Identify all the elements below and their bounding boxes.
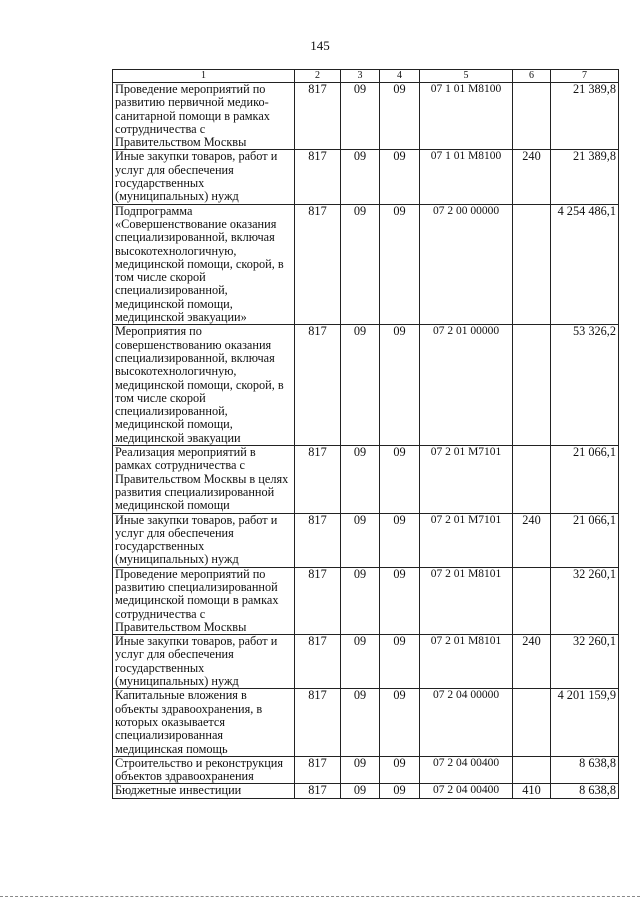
cell-name: Капитальные вложения в объекты здравоохранения, в которых оказывается специализированная медицинская помощь (113, 689, 295, 756)
table-row (113, 513, 619, 567)
table-row (113, 567, 619, 634)
table-header-row (113, 70, 619, 83)
cell-ministry-code: 817 (295, 204, 341, 325)
cell-subsection: 09 (380, 325, 420, 446)
cell-ministry-code: 817 (295, 635, 341, 689)
table-row (113, 689, 619, 756)
cell-name: Бюджетные инвестиции (113, 784, 295, 798)
cell-target-article: 07 2 01 00000 (420, 325, 513, 446)
table-row (113, 325, 619, 446)
cell-name: Реализация мероприятий в рамках сотрудничества с Правительством Москвы в целях развития специализированной медицинской помощи (113, 446, 295, 513)
cell-section: 09 (341, 689, 380, 756)
cell-ministry-code: 817 (295, 150, 341, 204)
cell-amount: 53 326,2 (551, 325, 619, 446)
cell-target-article: 07 2 00 00000 (420, 204, 513, 325)
cell-target-article: 07 2 01 M8101 (420, 567, 513, 634)
cell-amount: 32 260,1 (551, 567, 619, 634)
cell-ministry-code: 817 (295, 325, 341, 446)
cell-subsection: 09 (380, 689, 420, 756)
cell-ministry-code: 817 (295, 689, 341, 756)
cell-amount: 21 066,1 (551, 513, 619, 567)
cell-target-article: 07 2 04 00400 (420, 756, 513, 784)
cell-section: 09 (341, 784, 380, 798)
cell-target-article: 07 1 01 M8100 (420, 150, 513, 204)
cell-target-article: 07 1 01 M8100 (420, 83, 513, 150)
cell-amount: 4 201 159,9 (551, 689, 619, 756)
cell-section: 09 (341, 756, 380, 784)
cell-target-article: 07 2 04 00000 (420, 689, 513, 756)
cell-subsection: 09 (380, 567, 420, 634)
cell-ministry-code: 817 (295, 83, 341, 150)
cell-name: Иные закупки товаров, работ и услуг для обеспечения государственных (муниципальных) нужд (113, 635, 295, 689)
cell-amount: 8 638,8 (551, 784, 619, 798)
cell-expense-type (513, 756, 551, 784)
table-row (113, 756, 619, 784)
column-header-7: 7 (551, 70, 619, 83)
cell-expense-type (513, 567, 551, 634)
cell-subsection: 09 (380, 204, 420, 325)
budget-table (112, 69, 619, 799)
cell-name: Строительство и реконструкция объектов здравоохранения (113, 756, 295, 784)
cell-subsection: 09 (380, 83, 420, 150)
cell-name: Иные закупки товаров, работ и услуг для обеспечения государственных (муниципальных) нужд (113, 150, 295, 204)
cell-subsection: 09 (380, 784, 420, 798)
cell-name: Подпрограмма «Совершенствование оказания специализированной, включая высокотехнологичную, медицинской помощи, скорой, в том числе скорой специализированной, медицинской помощи, медицинской эвакуации» (113, 204, 295, 325)
cell-section: 09 (341, 325, 380, 446)
column-header-6: 6 (513, 70, 551, 83)
table-row (113, 204, 619, 325)
cell-expense-type (513, 689, 551, 756)
cell-subsection: 09 (380, 513, 420, 567)
table-row (113, 83, 619, 150)
cell-section: 09 (341, 446, 380, 513)
cell-target-article: 07 2 01 M7101 (420, 446, 513, 513)
cell-expense-type: 410 (513, 784, 551, 798)
cell-subsection: 09 (380, 756, 420, 784)
cell-amount: 21 066,1 (551, 446, 619, 513)
table-body (113, 83, 619, 799)
cell-section: 09 (341, 513, 380, 567)
cell-section: 09 (341, 150, 380, 204)
cell-name: Иные закупки товаров, работ и услуг для обеспечения государственных (муниципальных) нужд (113, 513, 295, 567)
column-header-2: 2 (295, 70, 341, 83)
table-row (113, 446, 619, 513)
cell-ministry-code: 817 (295, 756, 341, 784)
page-number: 145 (310, 38, 330, 53)
cell-ministry-code: 817 (295, 446, 341, 513)
table-row (113, 635, 619, 689)
cell-subsection: 09 (380, 446, 420, 513)
cell-expense-type (513, 446, 551, 513)
cell-target-article: 07 2 04 00400 (420, 784, 513, 798)
cell-target-article: 07 2 01 M8101 (420, 635, 513, 689)
cell-section: 09 (341, 567, 380, 634)
cell-ministry-code: 817 (295, 513, 341, 567)
cell-amount: 21 389,8 (551, 150, 619, 204)
cell-section: 09 (341, 635, 380, 689)
cell-ministry-code: 817 (295, 784, 341, 798)
cell-amount: 21 389,8 (551, 83, 619, 150)
cell-expense-type (513, 204, 551, 325)
cell-section: 09 (341, 204, 380, 325)
cell-name: Мероприятия по совершенствованию оказания специализированной, включая высокотехнологичную, медицинской помощи, скорой, в том числе скорой специализированной, медицинской помощи, медицинской эвакуации (113, 325, 295, 446)
table-row (113, 150, 619, 204)
cell-name: Проведение мероприятий по развитию первичной медико-санитарной помощи в рамках сотрудничества с Правительством Москвы (113, 83, 295, 150)
table-row (113, 784, 619, 798)
cell-ministry-code: 817 (295, 567, 341, 634)
cell-expense-type: 240 (513, 513, 551, 567)
cell-expense-type: 240 (513, 150, 551, 204)
cell-expense-type (513, 83, 551, 150)
cell-amount: 8 638,8 (551, 756, 619, 784)
cell-target-article: 07 2 01 M7101 (420, 513, 513, 567)
column-header-3: 3 (341, 70, 380, 83)
column-header-1: 1 (113, 70, 295, 83)
column-header-4: 4 (380, 70, 420, 83)
column-header-5: 5 (420, 70, 513, 83)
cell-expense-type: 240 (513, 635, 551, 689)
cell-expense-type (513, 325, 551, 446)
page-bottom-edge (0, 896, 640, 897)
cell-section: 09 (341, 83, 380, 150)
cell-subsection: 09 (380, 635, 420, 689)
cell-subsection: 09 (380, 150, 420, 204)
cell-amount: 4 254 486,1 (551, 204, 619, 325)
cell-amount: 32 260,1 (551, 635, 619, 689)
cell-name: Проведение мероприятий по развитию специализированной медицинской помощи в рамках сотрудничества с Правительством Москвы (113, 567, 295, 634)
